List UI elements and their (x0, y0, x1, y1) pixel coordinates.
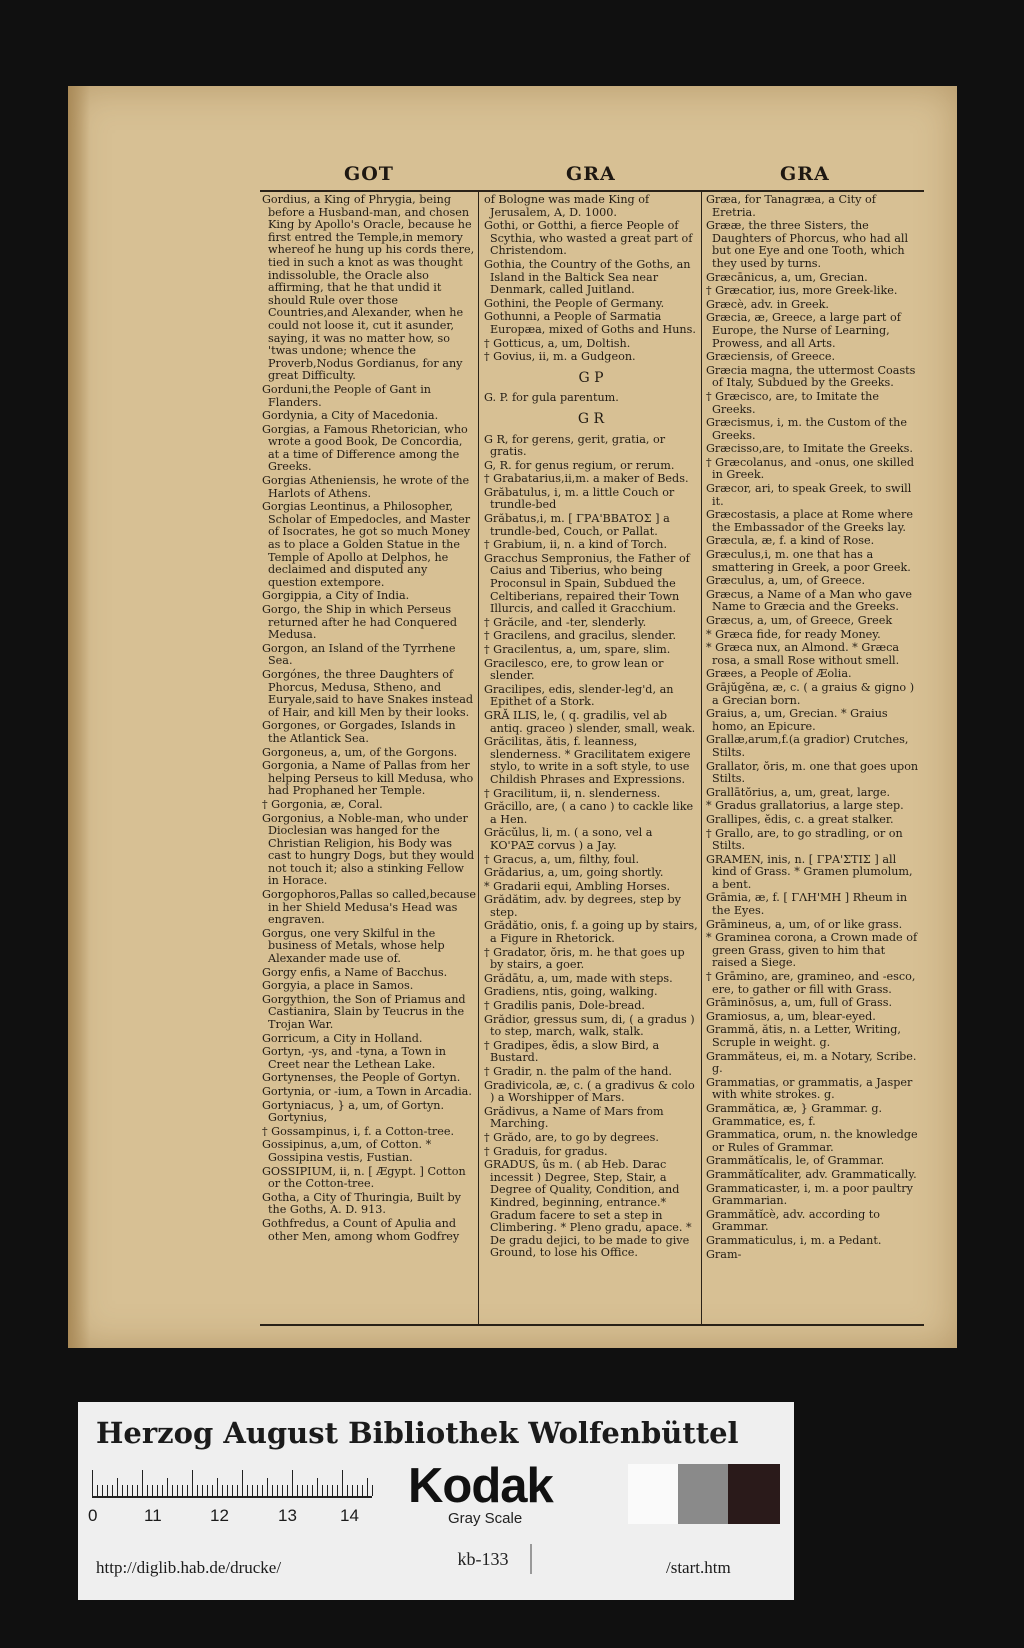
dictionary-entry: Græcè, adv. in Greek. (706, 297, 829, 311)
dictionary-entry: † Græcisco, are, to Imitate the Greeks. (706, 389, 879, 416)
dictionary-entry: Grăcillo, are, ( a cano ) to cackle like a Hen. (484, 800, 694, 826)
ruler-tick (337, 1485, 338, 1496)
dictionary-entry: Grājŭgĕna, æ, c. ( a graius & gigno ) a Grecian born. (706, 680, 915, 707)
dictionary-entry: Gorricum, a City in Holland. (262, 1031, 423, 1045)
library-title: Herzog August Bibliothek Wolfenbüttel (96, 1416, 739, 1450)
ruler-tick (107, 1485, 108, 1496)
ruler-tick (112, 1485, 113, 1496)
dictionary-entry: Græcismus, i, m. the Custom of the Greeks. (706, 416, 907, 442)
dictionary-entry: Gothini, the People of Germany. (484, 296, 665, 310)
dictionary-page-frame (260, 160, 924, 1328)
dictionary-entry: Grammătĭcè, adv. according to Grammar. (706, 1207, 881, 1234)
dictionary-entry: Græcor, ari, to speak Greek, to swill it. (706, 482, 912, 508)
ruler-tick (347, 1485, 348, 1496)
ruler-tick (202, 1485, 203, 1496)
dictionary-entry: Græcus, a Name of a Man who gave Name to Græcia and the Greeks. (706, 587, 912, 614)
dictionary-entry: Gradivicola, æ, c. ( a gradivus & colo ) a Worshipper of Mars. (484, 1078, 695, 1105)
ruler-tick (242, 1470, 243, 1496)
dictionary-entry: Gorgoneus, a, um, of the Gorgons. (262, 745, 458, 759)
dictionary-entry: † Gracilens, and gracilus, slender. (484, 629, 677, 643)
dictionary-entry: † Graduis, for gradus. (484, 1144, 608, 1158)
ruler-tick (362, 1485, 363, 1496)
dictionary-entry: Gothfredus, a Count of Apulia and other Men, among whom Godfrey (262, 1216, 460, 1243)
ruler-tick (127, 1485, 128, 1496)
dictionary-entry: GRĂ ILIS, le, ( q. gradilis, vel ab antiq. graceo ) slender, small, weak. (484, 708, 696, 735)
dictionary-entry: Gortyniacus, } a, um, of Gortyn. Gortynius, (262, 1098, 445, 1125)
ruler-tick (147, 1485, 148, 1496)
dictionary-entry: † Grădo, are, to go by degrees. (484, 1130, 659, 1144)
ruler-tick (317, 1478, 318, 1496)
dictionary-entry: Grallæ,arum,f.(a gradior) Crutches, Stilts. (706, 733, 909, 759)
scale-number: 14 (340, 1506, 359, 1525)
dictionary-entry: * Græca fide, for ready Money. (706, 627, 881, 641)
dictionary-entry: † Græcolanus, and -onus, one skilled in Greek. (706, 455, 914, 482)
scale-number: 0 (88, 1506, 98, 1525)
ruler-tick (292, 1470, 293, 1496)
dictionary-entry: Gorgythion, the Son of Priamus and Castianira, Slain by Teucrus in the Trojan War. (262, 992, 466, 1031)
ruler-tick (307, 1485, 308, 1496)
dictionary-entry: Gortynia, or -ium, a Town in Arcadia. (262, 1084, 472, 1098)
dictionary-entry: G R (577, 410, 605, 427)
url-right: /start.htm (666, 1558, 731, 1577)
dictionary-entry: Gorgus, one very Skilful in the business of Metals, whose help Alexander made use of. (262, 926, 445, 966)
dictionary-entry: * Gradarii equi, Ambling Horses. (484, 879, 671, 893)
column-left (262, 194, 476, 1320)
dictionary-entry: Gorgonia, a Name of Pallas from her helping Perseus to kill Medusa, who had Prophaned her Temple. (262, 759, 474, 798)
dictionary-entry: Gorgophoros,Pallas so called,because in her Shield Medusa's Head was engraven. (262, 888, 476, 927)
ruler-tick (287, 1485, 288, 1496)
ruler-tick (327, 1485, 328, 1496)
dictionary-entry: Grăbatulus, i, m. a little Couch or trundle-bed (484, 485, 675, 512)
dictionary-entry: Gothunni, a People of Sarmatia Europæa, mixed of Goths and Huns. (484, 310, 696, 336)
dictionary-entry: † Gradator, ŏris, m. he that goes up by stairs, a goer. (484, 945, 685, 972)
dictionary-entry: Gradiens, ntis, going, walking. (484, 985, 658, 999)
column-divider-1 (478, 190, 479, 1326)
ruler-tick (357, 1485, 358, 1496)
dictionary-entry: GRAMEN, inis, n. [ ΓΡΑ'ΣΤΙΣ ] all kind of Grass. * Gramen plumolum, a bent. (706, 852, 913, 891)
dictionary-entry: Grammatias, or grammatis, a Jasper with white strokes. g. (706, 1075, 913, 1102)
ruler-tick (117, 1478, 118, 1496)
dictionary-entry: Gordius, a King of Phrygia, being before a Husband-man, and chosen King by Apollo's Oracle, because he first entred the Temple,in memory whereof he hung up his cords there, tied in such a knot as was thought indissoluble, the Oracle also affirming, that he that undid it should Rule over those Countries,and Alexander, when he could not loose it, cut it asunder, saying, it was no matter how, so 'twas undone; whence the Proverb,Nodus Gordianus, for any great Difficulty. (262, 194, 475, 383)
dictionary-entry: Grāmineus, a, um, of or like grass. (706, 917, 903, 931)
dictionary-entry: Gorgones, or Gorgades, Islands in the Atlantick Sea. (262, 719, 456, 745)
ruler-tick (237, 1485, 238, 1496)
dictionary-entry: GOSSIPIUM, ii, n. [ Ægypt. ] Cotton or the Cotton-tree. (262, 1164, 466, 1191)
ruler-tick (222, 1485, 223, 1496)
ruler-tick (122, 1485, 123, 1496)
dictionary-entry: Græes, a People of Æolia. (706, 667, 852, 681)
ruler-tick (177, 1485, 178, 1496)
dictionary-entry: Græciensis, of Greece. (706, 350, 836, 364)
dictionary-entry: G, R. for genus regium, or rerum. (484, 458, 675, 472)
dictionary-entry: † Grāmino, are, gramineo, and -esco, ere, to gather or fill with Grass. (706, 970, 916, 996)
dictionary-entry: Grădior, gressus sum, di, ( a gradus ) to step, march, walk, stalk. (484, 1012, 695, 1039)
ruler-tick (137, 1485, 138, 1496)
dictionary-entry: † Gracus, a, um, filthy, foul. (484, 852, 640, 866)
scale-number: 11 (144, 1506, 162, 1525)
ruler-tick (302, 1485, 303, 1496)
header-left: GOT (344, 163, 394, 185)
dictionary-entry: Grădātu, a, um, made with steps. (484, 971, 673, 985)
dictionary-entry: of Bologne was made King of Jerusalem, A, D. 1000. (484, 194, 650, 219)
ruler-tick (162, 1485, 163, 1496)
dictionary-entry: G P (578, 369, 604, 386)
scale-number: 12 (210, 1506, 229, 1525)
gray-swatch-white (628, 1464, 678, 1524)
dictionary-entry: Grāmia, æ, f. [ ΓΛΗ'ΜΗ ] Rheum in the Eyes. (706, 891, 908, 918)
dictionary-entry: Grăcŭlus, li, m. ( a sono, vel a ΚΟ'ΡΑΞ corvus ) a Jay. (484, 826, 653, 852)
page-edge-shadow (68, 86, 90, 1348)
ruler-tick (142, 1470, 143, 1496)
library-info-card (78, 1402, 794, 1600)
dictionary-entry: Gorgonius, a Noble-man, who under Dioclesian was hanged for the Christian Religion, his Body was cast to hungry Dogs, but they would not touch it; also a stinking Fellow in Horace. (262, 811, 475, 888)
dictionary-entry: Grammatica, orum, n. the knowledge or Rules of Grammar. (706, 1128, 918, 1154)
dictionary-entry: Graius, a, um, Grecian. * Graius homo, an Epicure. (706, 707, 888, 733)
dictionary-entry: Græcula, æ, f. a kind of Rose. (706, 534, 875, 548)
dictionary-entry: GRADUS, ûs m. ( ab Heb. Darac incessit ) Degree, Step, Stair, a Degree of Quality, Condition, and Kindred, beginning, entrance.* Gradum facere to set a step in Climbering. * Pleno gradu, apace. * De gradu dejici, to be made to give Ground, to lose his Office. (484, 1158, 692, 1260)
header-center: GRA (566, 163, 616, 185)
dictionary-entry: Gorgon, an Island of the Tyrrhene Sea. (262, 641, 456, 668)
dictionary-entry: * Græca nux, an Almond. * Græca rosa, a small Rose without smell. (706, 641, 900, 667)
dictionary-entry: Græculus,i, m. one that has a smattering in Greek, a poor Greek. (706, 548, 911, 574)
ruler-tick (182, 1485, 183, 1496)
dictionary-entry: † Gradipes, ĕdis, a slow Bird, a Bustard. (484, 1038, 660, 1065)
dictionary-entry: * Graminea corona, a Crown made of green Grass, given to him that raised a Siege. (706, 931, 918, 970)
dictionary-entry: Gorgias, a Famous Rhetorician, who wrote a good Book, De Concordia, at a time of Difference among the Greeks. (262, 422, 468, 474)
ruler-tick (232, 1485, 233, 1496)
ruler-tick (352, 1485, 353, 1496)
dictionary-entry: Gorduni,the People of Gant in Flanders. (262, 382, 431, 409)
ruler-tick (172, 1485, 173, 1496)
dictionary-entry: Gracilesco, ere, to grow lean or slender. (484, 656, 664, 683)
ruler-tick (92, 1470, 93, 1496)
dictionary-entry: G. P. for gula parentum. (484, 391, 619, 405)
running-head (260, 160, 924, 192)
dictionary-entry: Gossipinus, a,um, of Cotton. * Gossipina vestis, Fustian. (262, 1138, 432, 1164)
dictionary-entry: Græcostasis, a place at Rome where the Embassador of the Greeks lay. (706, 508, 913, 534)
dictionary-entry: † Grallo, are, to go stradling, or on Stilts. (706, 826, 903, 853)
dictionary-entry: † Grabatarius,ii,m. a maker of Beds. (484, 472, 689, 486)
dictionary-entry: Gotha, a City of Thuringia, Built by the Goths, A. D. 913. (262, 1190, 461, 1217)
dictionary-entry: Grammătĭcaliter, adv. Grammatically. (706, 1167, 917, 1181)
dictionary-entry: † Gotticus, a, um, Doltish. (484, 336, 631, 350)
dictionary-entry: Grăbatus,i, m. [ ΓΡΑ'ΒΒΑΤΟΣ ] a trundle-bed, Couch, or Pallat. (484, 512, 670, 538)
dictionary-entry: Grădătim, adv. by degrees, step by step. (484, 893, 681, 919)
column-divider-2 (701, 190, 702, 1326)
dictionary-entry: Gortyn, -ys, and -tyna, a Town in Creet near the Lethean Lake. (262, 1045, 446, 1071)
ruler-tick (192, 1470, 193, 1496)
scale-ruler (92, 1468, 372, 1498)
dictionary-entry: Grammaticulus, i, m. a Pedant. (706, 1233, 882, 1247)
ruler-tick (212, 1485, 213, 1496)
dictionary-entry: Græcus, a, um, of Greece, Greek (706, 614, 893, 627)
dictionary-entry: Gramiosus, a, um, blear-eyed. (706, 1009, 876, 1023)
ruler-tick (267, 1478, 268, 1496)
ruler-tick (367, 1478, 368, 1496)
ruler-tick (217, 1478, 218, 1496)
dictionary-entry: Græculus, a, um, of Greece. (706, 574, 866, 588)
ruler-tick (282, 1485, 283, 1496)
dictionary-entry: G R, for gerens, gerit, gratia, or gratis. (484, 432, 666, 459)
column-middle (484, 194, 698, 1320)
shelfmark-code: kb-133 (436, 1544, 532, 1574)
dictionary-entry: Gorgias Atheniensis, he wrote of the Harlots of Athens. (262, 474, 470, 500)
ruler-tick (322, 1485, 323, 1496)
gray-swatch-dark (728, 1464, 780, 1524)
dictionary-entry: Græcisso,are, to Imitate the Greeks. (706, 442, 913, 456)
header-right: GRA (780, 163, 830, 185)
dictionary-entry: † Græcatior, ius, more Greek-like. (706, 284, 898, 298)
dictionary-entry: † Gossampinus, i, f. a Cotton-tree. (262, 1124, 455, 1138)
dictionary-entry: † Gradilis panis, Dole-bread. (484, 999, 645, 1013)
dictionary-entry: Grallātŏrius, a, um, great, large. (706, 785, 891, 799)
dictionary-entry: † Govius, ii, m. a Gudgeon. (484, 350, 636, 364)
url-left: http://diglib.hab.de/drucke/ (96, 1558, 282, 1577)
dictionary-entry: Grădarius, a, um, going shortly. (484, 866, 664, 880)
dictionary-entry: Gracilipes, edis, slender-leg'd, an Epithet of a Stork. (484, 682, 674, 709)
ruler-tick (272, 1485, 273, 1496)
dictionary-entry: Grammaticaster, i, m. a poor paultry Grammarian. (706, 1181, 913, 1208)
ruler-tick (207, 1485, 208, 1496)
kodak-logo: Kodak (408, 1459, 553, 1513)
ruler-tick (197, 1485, 198, 1496)
dictionary-entry: Gorgyia, a place in Samos. (262, 979, 414, 993)
ruler-tick (252, 1485, 253, 1496)
dictionary-entry: Gorgippia, a City of India. (262, 589, 410, 603)
ruler-tick (297, 1485, 298, 1496)
dictionary-entry: Gorgo, the Ship in which Perseus returned after he had Conquered Medusa. (262, 603, 457, 642)
ruler-tick (132, 1485, 133, 1496)
ruler-tick (187, 1485, 188, 1496)
dictionary-entry: Gram- (706, 1247, 742, 1261)
dictionary-entry: Græa, for Tanagræa, a City of Eretria. (706, 194, 876, 219)
dictionary-entry: Grāminōsus, a, um, full of Grass. (706, 996, 893, 1010)
dictionary-entry: † Grăcile, and -ter, slenderly. (484, 615, 647, 629)
ruler-tick (152, 1485, 153, 1496)
ruler-tick (97, 1485, 98, 1496)
ruler-tick (372, 1485, 373, 1496)
dictionary-entry: Gorgónes, the three Daughters of Phorcus, Medusa, Stheno, and Euryale,said to have Snakes instead of Hair, and kill Men by their looks. (262, 667, 474, 719)
ruler-tick (167, 1478, 168, 1496)
ruler-tick (102, 1485, 103, 1496)
dictionary-entry: † Grabium, ii, n. a kind of Torch. (484, 538, 667, 552)
dictionary-entry: Græcānicus, a, um, Grecian. (706, 270, 868, 284)
ruler-tick (277, 1485, 278, 1496)
dictionary-entry: Græcia, æ, Greece, a large part of Europe, the Nurse of Learning, Prowess, and all Arts. (706, 311, 901, 350)
dictionary-entry: Grădătio, onis, f. a going up by stairs, a Figure in Rhetorick. (484, 919, 698, 946)
column-right (706, 194, 920, 1320)
dictionary-entry: Gothia, the Country of the Goths, an Island in the Baltick Sea near Denmark, called Juitland. (484, 257, 691, 297)
gray-swatch-mid (678, 1464, 728, 1524)
dictionary-entry: Græcia magna, the uttermost Coasts of Italy, Subdued by the Greeks. (706, 363, 916, 390)
dictionary-entry: Gorgias Leontinus, a Philosopher, Scholar of Empedocles, and Master of Isocrates, he got so much Money as to place a Golden Statue in the Temple of Apollo at Delphos, he declaimed and disputed any question extempore. (262, 500, 471, 589)
dictionary-entry: Gothi, or Gotthi, a fierce People of Scythia, who wasted a great part of Christendom. (484, 219, 693, 258)
dictionary-entry: Gortynenses, the People of Gortyn. (262, 1071, 461, 1085)
ruler-tick (332, 1485, 333, 1496)
dictionary-entry: Grammătica, æ, } Grammar. g. Grammatice, es, f. (706, 1101, 883, 1128)
dictionary-entry: Gordynia, a City of Macedonia. (262, 409, 439, 423)
dictionary-entry: Grammă, ătis, n. a Letter, Writing, Scruple in weight. g. (706, 1023, 901, 1049)
ruler-tick (257, 1485, 258, 1496)
dictionary-entry: * Gradus grallatorius, a large step. (706, 799, 904, 813)
bottom-rule (260, 1324, 924, 1326)
dictionary-entry: † Gracilitum, ii, n. slenderness. (484, 786, 661, 800)
gray-scale-label: Gray Scale (448, 1510, 523, 1527)
dictionary-entry: † Gracilentus, a, um, spare, slim. (484, 643, 671, 656)
scale-number: 13 (278, 1506, 297, 1525)
dictionary-entry: Gracchus Sempronius, the Father of Caius and Tiberius, who being Proconsul in Spain, Subdued the Celtiberians, repaired their Town Illurcis, and called it Gracchium. (484, 551, 690, 616)
dictionary-entry: Gorgy enfis, a Name of Bacchus. (262, 965, 448, 979)
dictionary-entry: † Gorgonia, æ, Coral. (262, 797, 383, 811)
dictionary-entry: Grallipes, ĕdis, c. a great stalker. (706, 812, 894, 826)
ruler-tick (312, 1485, 313, 1496)
dictionary-entry: Grammăteus, ei, m. a Notary, Scribe. g. (706, 1049, 917, 1076)
ruler-tick (247, 1485, 248, 1496)
dictionary-entry: Grææ, the three Sisters, the Daughters of Phorcus, who had all but one Eye and one Tooth, which they used by turns. (706, 219, 909, 270)
dictionary-entry: Grammătĭcalis, le, of Grammar. (706, 1154, 885, 1168)
dictionary-entry: Grădivus, a Name of Mars from Marching. (484, 1104, 664, 1131)
dictionary-entry: Grallator, ŏris, m. one that goes upon Stilts. (706, 759, 919, 786)
dictionary-entry: Grăcilitas, ătis, f. leanness, slenderness. * Gracilitatem exigere stylo, to write in a soft style, to use Childish Phrases and Expressions. (484, 735, 691, 786)
ruler-tick (157, 1485, 158, 1496)
ruler-tick (342, 1470, 343, 1496)
ruler-tick (227, 1485, 228, 1496)
dictionary-entry: † Gradir, n. the palm of the hand. (484, 1065, 672, 1078)
ruler-tick (262, 1485, 263, 1496)
